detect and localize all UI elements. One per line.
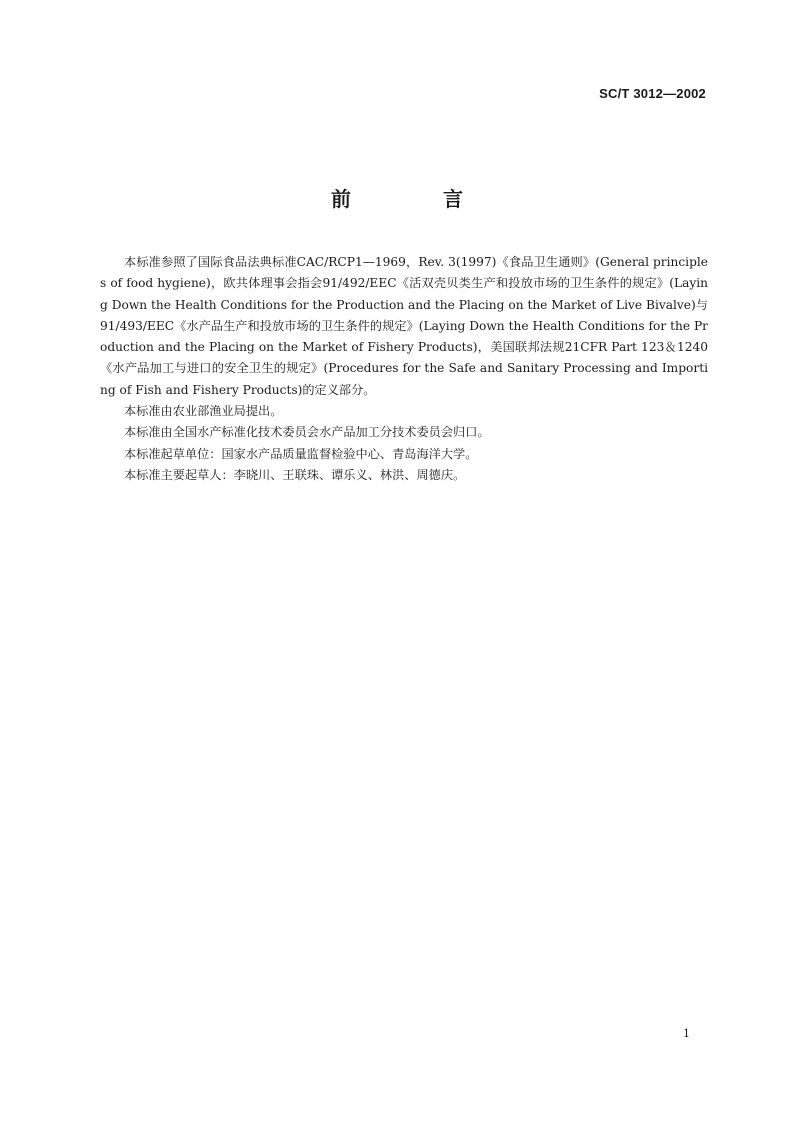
page-number: 1: [683, 1027, 690, 1040]
page-title: 前 言: [331, 187, 499, 211]
paragraph-drafting-units: 本标准起草单位：国家水产品质量监督检验中心、青岛海洋大学。: [124, 446, 478, 461]
standard-code: SC/T 3012—2002: [599, 86, 706, 101]
body-content: [100, 252, 708, 486]
paragraph-drafters: 本标准主要起草人：李晓川、王联珠、谭乐义、林洪、周德庆。: [124, 467, 466, 482]
paragraph-reference-standards: 本标准参照了国际食品法典标准CAC/RCP1—1969，Rev. 3(1997)《食品卫生通则》(General principles of food hygiene)，欧共体理事会指会91/492/EEC《活双壳贝类生产和投放市场的卫生条件的规定》(Laying Down the Health Conditions for the Production and the Placing on the Market of Live Bivalve)与91/493/EEC《水产品生产和投放市场的卫生条件的规定》(Laying Down the Health Conditions for the Production and the Placing on the Market of Fishery Products)，美国联邦法规21CFR Part 123＆1240《水产品加工与进口的安全卫生的规定》(Procedures for the Safe and Sanitary Processing and Importing of Fish and Fishery Products)的定义部分。: [100, 255, 708, 397]
paragraph-responsible-committee: 本标准由全国水产标准化技术委员会水产品加工分技术委员会归口。: [124, 425, 490, 440]
paragraph-proposer: 本标准由农业部渔业局提出。: [124, 404, 283, 419]
